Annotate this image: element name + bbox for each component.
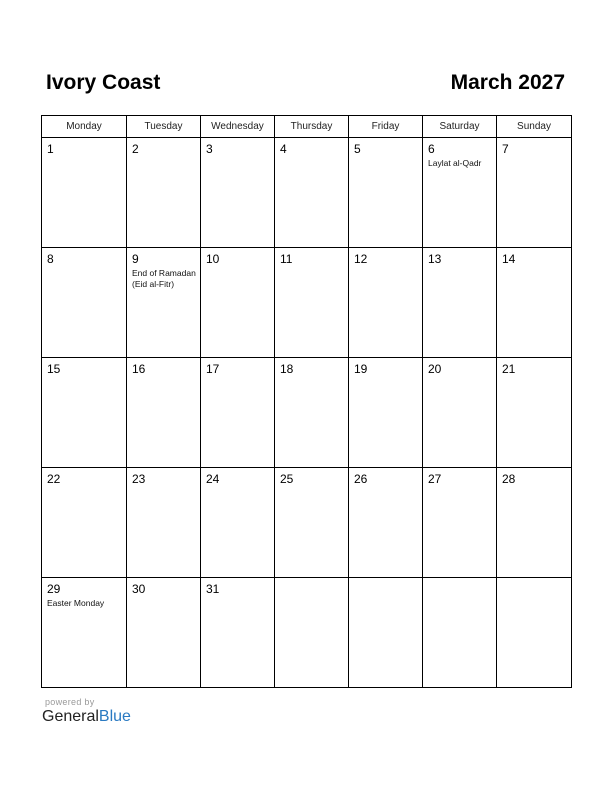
day-number: 10	[206, 252, 220, 266]
day-number: 5	[354, 142, 361, 156]
day-cell	[42, 578, 127, 688]
day-cell	[42, 358, 127, 468]
day-cell	[423, 248, 497, 358]
day-number: 15	[47, 362, 61, 376]
week-row	[42, 468, 572, 578]
day-cell	[349, 138, 423, 248]
week-row	[42, 578, 572, 688]
day-cell	[497, 138, 572, 248]
day-cell	[497, 468, 572, 578]
day-cell	[127, 138, 201, 248]
day-number: 27	[428, 472, 442, 486]
week-row	[42, 248, 572, 358]
weekday-header: Tuesday	[127, 116, 201, 138]
weekday-header: Wednesday	[201, 116, 275, 138]
day-number: 18	[280, 362, 294, 376]
day-number: 31	[206, 582, 220, 596]
day-number: 20	[428, 362, 442, 376]
day-number: 29	[47, 582, 61, 596]
day-cell	[127, 468, 201, 578]
brand-text-general: General	[42, 708, 99, 725]
day-number: 2	[132, 142, 139, 156]
calendar-country-title: Ivory Coast	[46, 71, 161, 94]
day-number: 28	[502, 472, 516, 486]
day-number: 16	[132, 362, 146, 376]
day-cell	[127, 358, 201, 468]
day-cell	[201, 248, 275, 358]
day-cell	[275, 138, 349, 248]
day-cell	[423, 468, 497, 578]
day-number: 17	[206, 362, 220, 376]
weekday-header: Monday	[42, 116, 127, 138]
day-number: 1	[47, 142, 54, 156]
day-cell	[497, 358, 572, 468]
day-cell	[127, 578, 201, 688]
day-cell	[275, 468, 349, 578]
day-number: 14	[502, 252, 516, 266]
holiday-label: Laylat al-Qadr	[428, 158, 482, 168]
day-cell	[42, 468, 127, 578]
day-number: 24	[206, 472, 220, 486]
day-cell	[275, 358, 349, 468]
weekday-header-row	[42, 116, 572, 138]
day-cell	[349, 248, 423, 358]
day-cell	[201, 578, 275, 688]
weekday-header: Thursday	[275, 116, 349, 138]
brand-text-blue: Blue	[98, 708, 131, 725]
calendar-month-title: March 2027	[450, 71, 565, 94]
weekday-header: Saturday	[423, 116, 497, 138]
day-cell	[201, 468, 275, 578]
day-number: 6	[428, 142, 435, 156]
week-row	[42, 138, 572, 248]
day-number: 30	[132, 582, 146, 596]
weekday-header: Friday	[349, 116, 423, 138]
powered-by-label: powered by	[45, 697, 95, 707]
holiday-label: End of Ramadan (Eid al-Fitr)	[132, 268, 196, 289]
day-cell	[423, 138, 497, 248]
day-cell	[497, 578, 572, 688]
day-cell	[275, 578, 349, 688]
day-number: 12	[354, 252, 368, 266]
day-cell	[275, 248, 349, 358]
day-cell	[127, 248, 201, 358]
week-row	[42, 358, 572, 468]
day-cell	[423, 358, 497, 468]
day-cell	[349, 578, 423, 688]
day-cell	[349, 468, 423, 578]
day-cell	[201, 358, 275, 468]
day-number: 4	[280, 142, 287, 156]
holiday-label: Easter Monday	[47, 598, 105, 608]
day-number: 9	[132, 252, 139, 266]
day-number: 3	[206, 142, 213, 156]
day-number: 23	[132, 472, 146, 486]
day-cell	[497, 248, 572, 358]
day-number: 19	[354, 362, 368, 376]
day-cell	[201, 138, 275, 248]
day-number: 11	[280, 252, 293, 266]
day-cell	[349, 358, 423, 468]
weekday-header: Sunday	[497, 116, 572, 138]
day-number: 21	[502, 362, 516, 376]
footer-branding	[42, 697, 131, 726]
day-cell	[423, 578, 497, 688]
generalblue-logo[interactable]	[42, 708, 131, 726]
day-cell	[42, 248, 127, 358]
day-number: 8	[47, 252, 54, 266]
day-cell	[42, 138, 127, 248]
day-number: 22	[47, 472, 61, 486]
day-number: 25	[280, 472, 294, 486]
day-number: 26	[354, 472, 368, 486]
day-number: 7	[502, 142, 509, 156]
month-calendar-grid	[41, 115, 572, 688]
day-number: 13	[428, 252, 442, 266]
